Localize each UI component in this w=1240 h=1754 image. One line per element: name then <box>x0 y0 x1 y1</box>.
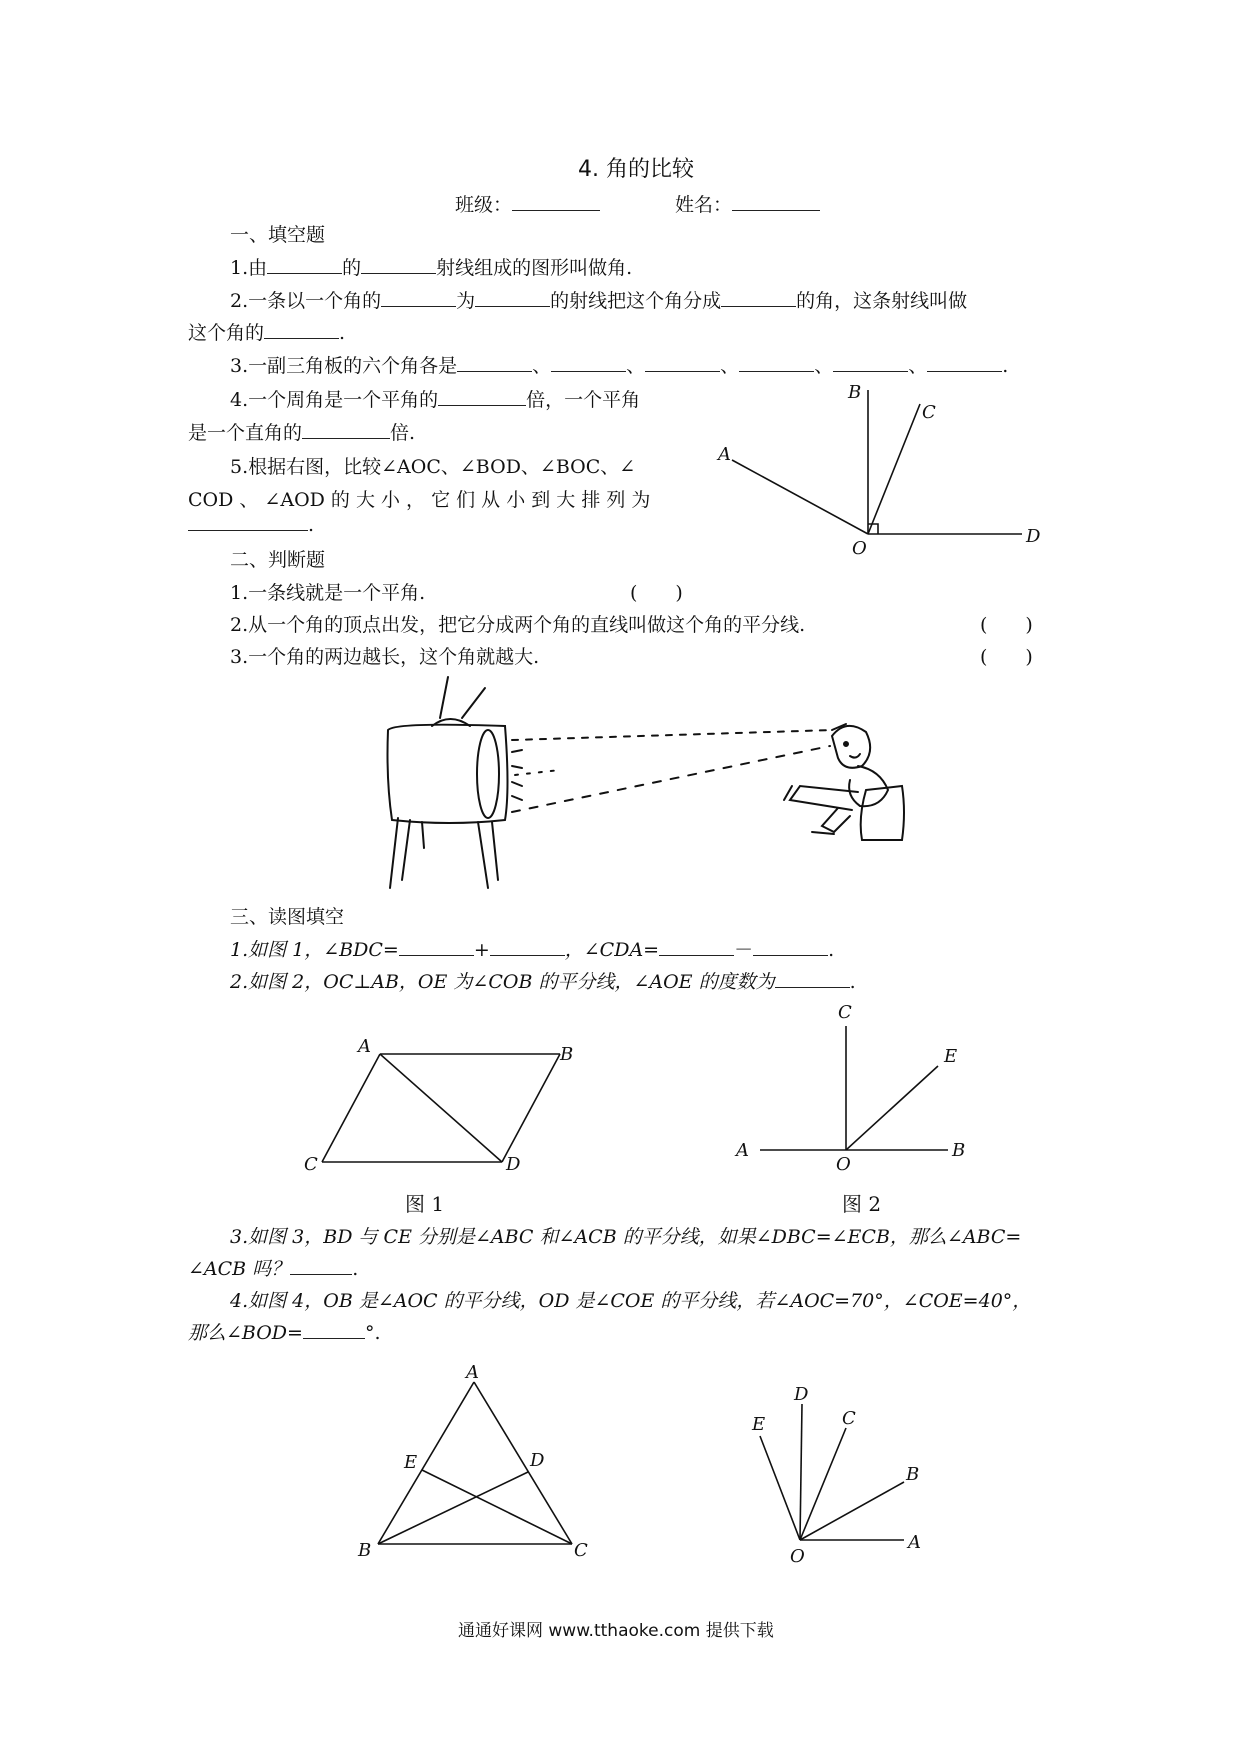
q1-4-text-a: 4.一个周角是一个平角的 <box>230 389 439 411</box>
separator: 、 <box>908 355 928 377</box>
q1-2-text-d: 的角，这条射线叫做 <box>796 290 968 312</box>
name-field <box>675 190 820 217</box>
fig3-label-c: C <box>574 1540 588 1561</box>
fig3-label-d: D <box>530 1450 545 1471</box>
ray-oc <box>868 404 920 534</box>
minus-sign: － <box>734 939 754 961</box>
answer-blank[interactable] <box>645 353 720 372</box>
answer-blank[interactable] <box>188 512 308 531</box>
q3-4-text-b: 那么∠BOD= <box>188 1322 303 1344</box>
answer-blank[interactable] <box>381 288 456 307</box>
period: . <box>849 971 856 993</box>
answer-blank[interactable] <box>361 255 436 274</box>
q3-3-text-b: ∠ACB 吗？ <box>188 1258 291 1280</box>
fill-3-4-cont <box>188 1318 381 1345</box>
q1-2-text-e: 这个角的 <box>188 322 265 344</box>
separator: 、 <box>720 355 740 377</box>
answer-blank[interactable] <box>659 937 734 956</box>
answer-blank[interactable] <box>302 420 390 439</box>
q3-3-text-a: 3.如图 3，BD 与 CE 分别是∠ABC 和∠ACB 的平分线，如果∠DBC=∠ECB，那么∠ABC= <box>230 1226 1022 1248</box>
label-d: D <box>1026 526 1041 547</box>
ray-oa <box>732 460 868 534</box>
name-label: 姓名： <box>675 194 733 216</box>
label-c: C <box>922 402 936 423</box>
question-1-2 <box>230 286 967 313</box>
section1-heading: 一、填空题 <box>230 224 326 246</box>
class-label: 班级： <box>455 194 513 216</box>
answer-blank[interactable] <box>551 353 626 372</box>
answer-blank[interactable] <box>490 937 565 956</box>
period: . <box>1002 355 1009 377</box>
page-title: 4. 角的比较 <box>578 157 694 182</box>
answer-blank[interactable] <box>927 353 1002 372</box>
question-1-5-line2: COD 、 ∠AOD 的 大 小 ， 它 们 从 小 到 大 排 列 为 <box>188 489 651 511</box>
separator: 、 <box>532 355 552 377</box>
section3-heading: 三、读图填空 <box>230 906 345 928</box>
question-1-4-cont <box>188 418 415 445</box>
fig2-label-c: C <box>838 1002 852 1023</box>
q3-1-text-c: ，∠CDA= <box>564 939 660 961</box>
answer-blank[interactable] <box>475 288 550 307</box>
q1-2-text-b: 为 <box>456 290 476 312</box>
fill-3-2 <box>230 967 856 994</box>
q1-2-text-a: 2.一条以一个角的 <box>230 290 382 312</box>
judge-1: 1.一条线就是一个平角. <box>230 582 426 604</box>
q1-1-text-b: 的 <box>342 257 362 279</box>
class-field <box>455 190 600 217</box>
fig2-label-o: O <box>836 1154 851 1175</box>
answer-blank[interactable] <box>457 353 532 372</box>
period: . <box>352 1258 359 1280</box>
q3-1-text-a: 1.如图 1，∠BDC= <box>230 939 399 961</box>
fig1-label-a: A <box>358 1036 371 1057</box>
answer-blank[interactable] <box>753 937 828 956</box>
q1-4-text-b: 倍，一个平角 <box>526 389 641 411</box>
period: . <box>828 939 835 961</box>
fig4-label-a: A <box>908 1532 921 1553</box>
fig1-label-c: C <box>304 1154 318 1175</box>
period: . <box>308 514 315 536</box>
figure-1-caption: 图 1 <box>405 1192 445 1216</box>
section2-heading: 二、判断题 <box>230 549 326 571</box>
answer-blank[interactable] <box>264 320 339 339</box>
q1-2-text-c: 的射线把这个角分成 <box>550 290 722 312</box>
class-blank[interactable] <box>512 192 600 211</box>
label-o: O <box>852 538 867 559</box>
fig1-label-b: B <box>560 1044 574 1065</box>
plus-sign: + <box>473 939 490 961</box>
fig2-label-b: B <box>952 1140 966 1161</box>
q1-2-text-f: . <box>339 322 346 344</box>
judge-3: 3.一个角的两边越长，这个角就越大. <box>230 646 540 668</box>
judge-2: 2.从一个角的顶点出发，把它分成两个角的直线叫做这个角的平分线. <box>230 614 806 636</box>
footer-text: 通通好课网 www.tthaoke.com 提供下载 <box>458 1621 774 1641</box>
answer-blank[interactable] <box>290 1256 352 1275</box>
fill-3-3-cont <box>188 1254 358 1281</box>
question-1-5-line3 <box>188 512 314 536</box>
question-1-3 <box>230 351 1008 378</box>
label-b: B <box>848 382 862 403</box>
fig4-label-c: C <box>842 1408 856 1429</box>
fig4-label-d: D <box>794 1384 809 1405</box>
question-1-5: 5.根据右图，比较∠AOC、∠BOD、∠BOC、∠ <box>230 456 636 478</box>
fill-3-4 <box>230 1286 1031 1313</box>
q1-3-text: 3.一副三角板的六个角各是 <box>230 355 458 377</box>
degree-period: °. <box>364 1322 381 1344</box>
fill-3-1 <box>230 935 834 962</box>
label-a: A <box>718 444 731 465</box>
answer-blank[interactable] <box>438 387 526 406</box>
fig3-label-b: B <box>358 1540 372 1561</box>
q1-1-text-c: 射线组成的图形叫做角. <box>436 257 633 279</box>
figure-2-caption: 图 2 <box>842 1192 882 1216</box>
answer-blank[interactable] <box>833 353 908 372</box>
fig2-label-a: A <box>736 1140 749 1161</box>
separator: 、 <box>626 355 646 377</box>
answer-blank[interactable] <box>303 1320 365 1339</box>
question-1-2-cont <box>188 318 345 345</box>
answer-blank[interactable] <box>267 255 342 274</box>
answer-blank[interactable] <box>721 288 796 307</box>
answer-blank[interactable] <box>399 937 474 956</box>
fill-3-3 <box>230 1222 1021 1249</box>
question-1-1 <box>230 253 632 280</box>
separator: 、 <box>814 355 834 377</box>
q3-4-text-a: 4.如图 4，OB 是∠AOC 的平分线，OD 是∠COE 的平分线，若∠AOC=70°，∠COE=40°， <box>230 1290 1032 1312</box>
answer-blank[interactable] <box>775 969 850 988</box>
fig1-label-d: D <box>506 1154 521 1175</box>
fig4-label-b: B <box>906 1464 920 1485</box>
name-blank[interactable] <box>732 192 820 211</box>
fig2-label-e: E <box>944 1046 958 1067</box>
judge-3-paren[interactable]: ( ) <box>980 646 1033 668</box>
q3-2-text: 2.如图 2，OC⊥AB，OE 为∠COB 的平分线，∠AOE 的度数为 <box>230 971 775 993</box>
answer-blank[interactable] <box>739 353 814 372</box>
q1-4-text-c: 是一个直角的 <box>188 422 303 444</box>
fig3-label-a: A <box>466 1362 479 1383</box>
q1-1-text-a: 1.由 <box>230 257 268 279</box>
question-1-4 <box>230 385 640 412</box>
q1-4-text-d: 倍. <box>390 422 416 444</box>
fig3-label-e: E <box>404 1452 418 1473</box>
fig4-label-e: E <box>752 1414 766 1435</box>
right-angle-mark <box>868 524 878 534</box>
fig4-label-o: O <box>790 1546 805 1567</box>
judge-2-paren[interactable]: ( ) <box>980 614 1033 636</box>
judge-1-paren[interactable]: ( ) <box>630 582 683 604</box>
